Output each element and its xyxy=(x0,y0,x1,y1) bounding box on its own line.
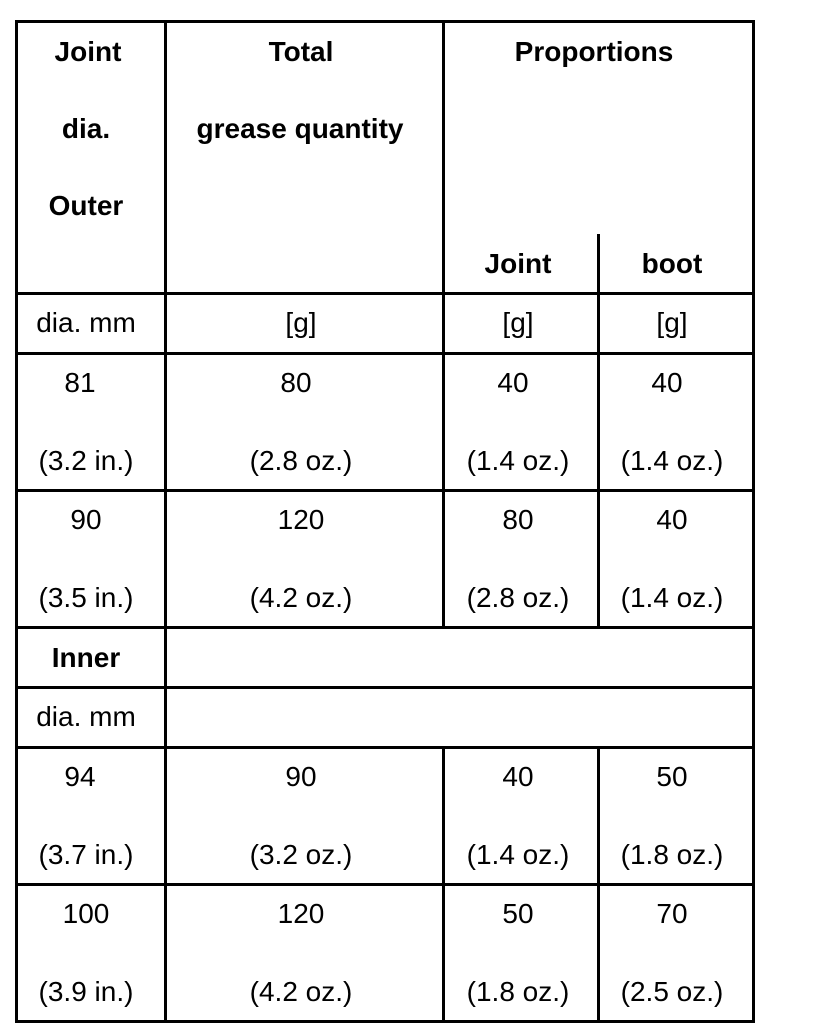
row-divider xyxy=(15,883,755,886)
header-joint-dia: dia. xyxy=(61,113,111,144)
cell-dia: 100 xyxy=(62,898,110,929)
col-divider xyxy=(164,20,167,1023)
cell-joint: 40 xyxy=(497,367,529,398)
table-border-bottom xyxy=(15,1020,755,1023)
header-boot: boot xyxy=(641,248,703,279)
col-divider xyxy=(442,746,445,1023)
unit-boot: [g] xyxy=(656,307,688,338)
cell-dia-in: (3.2 in.) xyxy=(38,445,134,476)
cell-total-oz: (4.2 oz.) xyxy=(249,976,353,1007)
header-total: grease quantity xyxy=(196,113,404,144)
cell-joint-oz: (1.8 oz.) xyxy=(466,976,570,1007)
cell-boot-oz: (1.4 oz.) xyxy=(620,445,724,476)
cell-boot-oz: (2.5 oz.) xyxy=(620,976,724,1007)
cell-joint-oz: (2.8 oz.) xyxy=(466,582,570,613)
cell-dia: 94 xyxy=(64,761,96,792)
col-divider xyxy=(597,234,600,629)
cell-total: 90 xyxy=(285,761,317,792)
cell-total: 120 xyxy=(277,504,325,535)
cell-dia-in: (3.9 in.) xyxy=(38,976,134,1007)
cell-total-oz: (2.8 oz.) xyxy=(249,445,353,476)
col-divider xyxy=(442,20,445,629)
cell-dia: 81 xyxy=(64,367,96,398)
cell-total: 120 xyxy=(277,898,325,929)
row-divider xyxy=(15,746,755,749)
unit-dia: dia. mm xyxy=(36,307,136,338)
cell-boot-oz: (1.4 oz.) xyxy=(620,582,724,613)
cell-dia-in: (3.7 in.) xyxy=(38,839,134,870)
unit-total: [g] xyxy=(285,307,317,338)
col-divider xyxy=(597,746,600,1023)
header-joint: Joint xyxy=(484,248,552,279)
header-proportions: Proportions xyxy=(514,36,674,67)
unit-joint: [g] xyxy=(502,307,534,338)
cell-boot: 70 xyxy=(656,898,688,929)
cell-boot-oz: (1.8 oz.) xyxy=(620,839,724,870)
header-joint-dia: Joint xyxy=(54,36,122,67)
table-border-top xyxy=(15,20,755,23)
cell-joint: 80 xyxy=(502,504,534,535)
table-border-left xyxy=(15,20,18,1023)
cell-boot: 40 xyxy=(651,367,683,398)
cell-joint-oz: (1.4 oz.) xyxy=(466,445,570,476)
cell-total-oz: (4.2 oz.) xyxy=(249,582,353,613)
cell-dia-in: (3.5 in.) xyxy=(38,582,134,613)
row-divider xyxy=(15,626,755,629)
cell-total-oz: (3.2 oz.) xyxy=(249,839,353,870)
row-divider xyxy=(15,686,755,689)
inner-section-label: Inner xyxy=(51,642,121,673)
cell-boot: 50 xyxy=(656,761,688,792)
table-border-right xyxy=(752,20,755,1023)
units-divider xyxy=(15,352,755,355)
cell-boot: 40 xyxy=(656,504,688,535)
row-divider xyxy=(15,489,755,492)
inner-unit-dia: dia. mm xyxy=(36,701,136,732)
cell-joint: 40 xyxy=(502,761,534,792)
cell-dia: 90 xyxy=(70,504,102,535)
cell-total: 80 xyxy=(280,367,312,398)
header-total: Total xyxy=(268,36,334,67)
header-divider xyxy=(15,292,755,295)
cell-joint-oz: (1.4 oz.) xyxy=(466,839,570,870)
header-joint-dia: Outer xyxy=(48,190,124,221)
cell-joint: 50 xyxy=(502,898,534,929)
